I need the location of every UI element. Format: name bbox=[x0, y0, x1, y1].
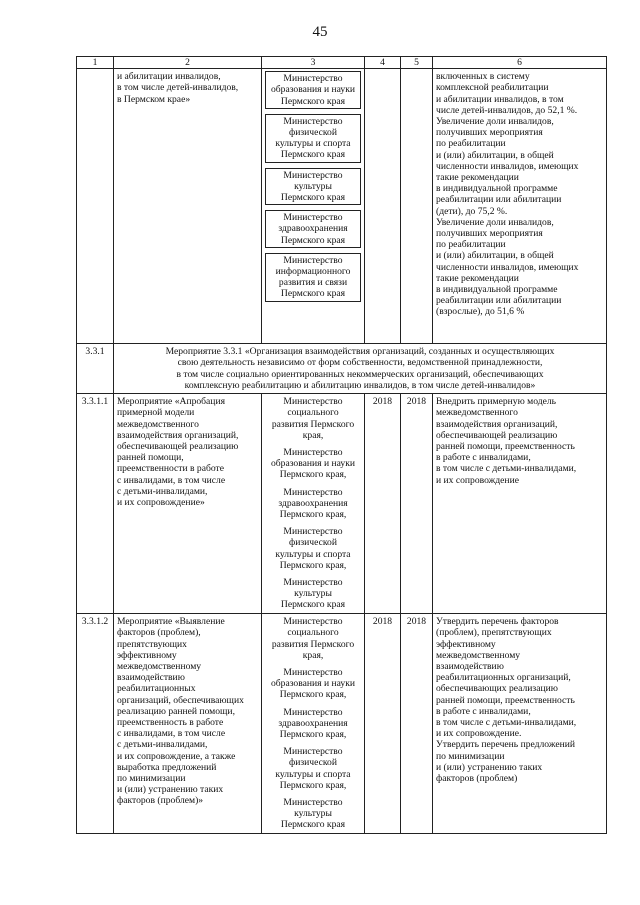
executor-text: Министерство физической культуры и спорта Пермского края, bbox=[275, 526, 351, 571]
measure-name-cell: Мероприятие «Выявление факторов (проблем), препятствующих эффективному межведомственному взаимодействию реабилитационных организаций, обеспечивающих реализацию ранней помощи, преемственность в работе с инвалидами, в том числе с детьми-инвалидами, и их сопровождение, а также выработка предложений по минимизации и (или) устранению таких факторов (проблем)» bbox=[114, 614, 262, 834]
column-header-1: 1 bbox=[77, 57, 114, 69]
column-header-2: 2 bbox=[114, 57, 262, 69]
end-year-cell bbox=[401, 69, 433, 344]
executor-text: Министерство здравоохранения Пермского края, bbox=[278, 486, 348, 521]
table-header-row bbox=[77, 57, 607, 69]
measure-name-cell: и абилитации инвалидов, в том числе детей-инвалидов, в Пермском крае» bbox=[114, 69, 262, 344]
table-row bbox=[77, 614, 607, 834]
result-cell: Внедрить примерную модель межведомственного взаимодействия организаций, обеспечивающей реализацию ранней помощи, преемственность в работе с инвалидами, в том числе с детьми-инвалидами, и их сопровождение bbox=[433, 394, 607, 614]
executors-cell bbox=[262, 394, 365, 614]
end-year-cell: 2018 bbox=[401, 394, 433, 614]
executor-text: Министерство социального развития Пермского края, bbox=[271, 396, 355, 441]
executor-text: Министерство образования и науки Пермского края, bbox=[270, 667, 356, 701]
measure-group-title: Мероприятие 3.3.1 «Организация взаимодействия организаций, созданных и осуществляющих свою деятельность независимо от форм собственности, ведомственной принадлежности, в том числе социально ориентированных некоммерческих организаций, обеспечивающих комплексную реабилитацию и абилитацию инвалидов, в том числе детей-инвалидов» bbox=[114, 344, 607, 394]
table-row bbox=[77, 394, 607, 614]
executor-text: Министерство культуры Пермского края bbox=[280, 797, 346, 831]
result-cell: Утвердить перечень факторов (проблем), препятствующих эффективному межведомственному взаимодействию реабилитационных организаций, обеспечивающих реализацию ранней помощи, преемственность в работе с инвалидами, в том числе с детьми-инвалидами, и их сопровождение. Утвердить перечень предложений по минимизации и (или) устранению таких факторов (проблем) bbox=[433, 614, 607, 834]
start-year-cell bbox=[365, 69, 401, 344]
executor-text: Министерство здравоохранения Пермского края, bbox=[278, 706, 348, 741]
row-number-cell bbox=[77, 69, 114, 344]
executor-box: Министерство образования и науки Пермского края bbox=[265, 71, 361, 109]
executor-box: Министерство здравоохранения Пермского края bbox=[265, 210, 361, 248]
start-year-cell: 2018 bbox=[365, 614, 401, 834]
program-table bbox=[76, 56, 607, 834]
column-header-3: 3 bbox=[262, 57, 365, 69]
result-cell: включенных в систему комплексной реабилитации и абилитации инвалидов, в том числе детей-инвалидов, до 52,1 %. Увеличение доли инвалидов, получивших мероприятия по реабилитации и (или) абилитации, в общей численности инвалидов, имеющих такие рекомендации в индивидуальной программе реабилитации или абилитации (дети), до 75,2 %. Увеличение доли инвалидов, получивших мероприятия по реабилитации и (или) абилитации, в общей численности инвалидов, имеющих такие рекомендации в индивидуальной программе реабилитации или абилитации (взрослые), до 51,6 % bbox=[433, 69, 607, 344]
executors-cell bbox=[262, 614, 365, 834]
column-header-5: 5 bbox=[401, 57, 433, 69]
executor-text: Министерство физической культуры и спорта Пермского края, bbox=[275, 746, 351, 791]
executor-box: Министерство физической культуры и спорта Пермского края bbox=[265, 114, 361, 163]
table-row bbox=[77, 69, 607, 344]
executor-text: Министерство образования и науки Пермского края, bbox=[270, 447, 356, 481]
row-number-cell: 3.3.1.2 bbox=[77, 614, 114, 834]
start-year-cell: 2018 bbox=[365, 394, 401, 614]
column-header-6: 6 bbox=[433, 57, 607, 69]
row-number-cell: 3.3.1 bbox=[77, 344, 114, 394]
end-year-cell: 2018 bbox=[401, 614, 433, 834]
executors-cell bbox=[262, 69, 365, 344]
page-number: 45 bbox=[312, 24, 328, 40]
executor-text: Министерство социального развития Пермского края, bbox=[271, 616, 355, 661]
executor-box: Министерство информационного развития и связи Пермского края bbox=[265, 253, 361, 302]
measure-name-cell: Мероприятие «Апробация примерной модели межведомственного взаимодействия организаций, обеспечивающей реализацию ранней помощи, преемственности в работе с инвалидами, в том числе с детьми-инвалидами, и их сопровождение» bbox=[114, 394, 262, 614]
table-row bbox=[77, 344, 607, 394]
executor-box: Министерство культуры Пермского края bbox=[265, 168, 361, 206]
executor-text: Министерство культуры Пермского края bbox=[280, 577, 346, 611]
column-header-4: 4 bbox=[365, 57, 401, 69]
row-number-cell: 3.3.1.1 bbox=[77, 394, 114, 614]
